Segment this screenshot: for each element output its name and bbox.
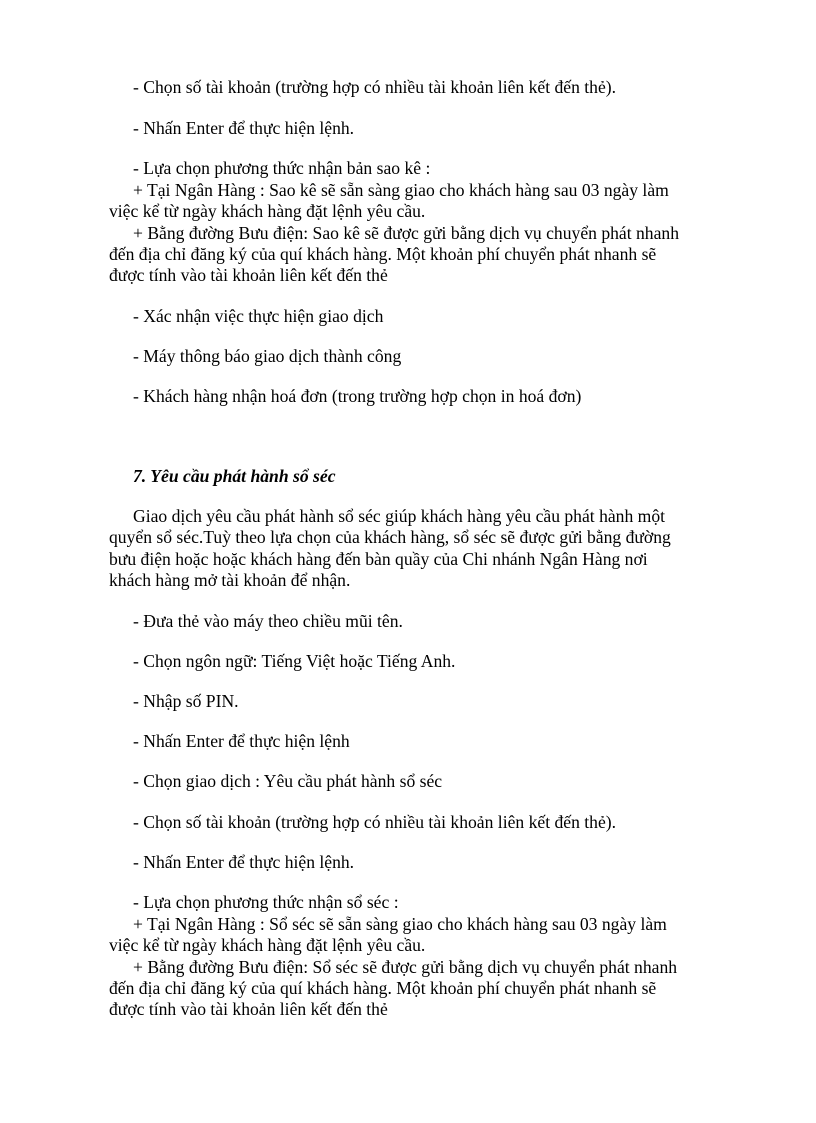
list-item: - Nhấn Enter để thực hiện lệnh [133,731,350,751]
list-item: - Đưa thẻ vào máy theo chiều mũi tên. [133,611,403,631]
list-item: - Chọn số tài khoản (trường hợp có nhiều tài khoản liên kết đến thẻ). [133,812,617,832]
option-line: việc kể từ ngày khách hàng đặt lệnh yêu cầu. [109,935,426,955]
list-item: - Xác nhận việc thực hiện giao dịch [133,306,384,326]
paragraph-line: quyển sổ séc.Tuỳ theo lựa chọn của khách hàng, sổ séc sẽ được gửi bằng đường [109,527,671,547]
list-item: - Lựa chọn phương thức nhận sổ séc : [133,892,399,912]
option-line: được tính vào tài khoản liên kết đến thẻ [109,999,388,1019]
option-line: được tính vào tài khoản liên kết đến thẻ [109,265,388,285]
paragraph-line: khách hàng mở tài khoản để nhận. [109,570,351,590]
list-item: - Chọn số tài khoản (trường hợp có nhiều tài khoản liên kết đến thẻ). [133,77,617,97]
option-line: + Bằng đường Bưu điện: Sổ séc sẽ được gửi bằng dịch vụ chuyển phát nhanh [133,957,678,977]
list-item: - Máy thông báo giao dịch thành công [133,346,402,366]
section-heading: 7. Yêu cầu phát hành sổ séc [133,466,336,486]
list-item: - Chọn giao dịch : Yêu cầu phát hành sổ séc [133,771,443,791]
paragraph-line: bưu điện hoặc hoặc khách hàng đến bàn quầy của Chi nhánh Ngân Hàng nơi [109,549,648,569]
option-line: + Bằng đường Bưu điện: Sao kê sẽ được gửi bằng dịch vụ chuyển phát nhanh [133,223,680,243]
option-line: việc kể từ ngày khách hàng đặt lệnh yêu cầu. [109,201,426,221]
option-line: + Tại Ngân Hàng : Sao kê sẽ sẵn sàng giao cho khách hàng sau 03 ngày làm [133,180,669,200]
list-item: - Nhập số PIN. [133,691,239,711]
option-line: đến địa chỉ đăng ký của quí khách hàng. Một khoản phí chuyển phát nhanh sẽ [109,244,657,264]
paragraph-line: Giao dịch yêu cầu phát hành sổ séc giúp khách hàng yêu cầu phát hành một [133,506,666,526]
list-item: - Chọn ngôn ngữ: Tiếng Việt hoặc Tiếng Anh. [133,651,456,671]
list-item: - Nhấn Enter để thực hiện lệnh. [133,118,355,138]
list-item: - Khách hàng nhận hoá đơn (trong trường hợp chọn in hoá đơn) [133,386,582,406]
list-item: - Nhấn Enter để thực hiện lệnh. [133,852,355,872]
option-line: + Tại Ngân Hàng : Sổ séc sẽ sẵn sàng giao cho khách hàng sau 03 ngày làm [133,914,667,934]
option-line: đến địa chỉ đăng ký của quí khách hàng. Một khoản phí chuyển phát nhanh sẽ [109,978,657,998]
list-item: - Lựa chọn phương thức nhận bản sao kê : [133,158,431,178]
